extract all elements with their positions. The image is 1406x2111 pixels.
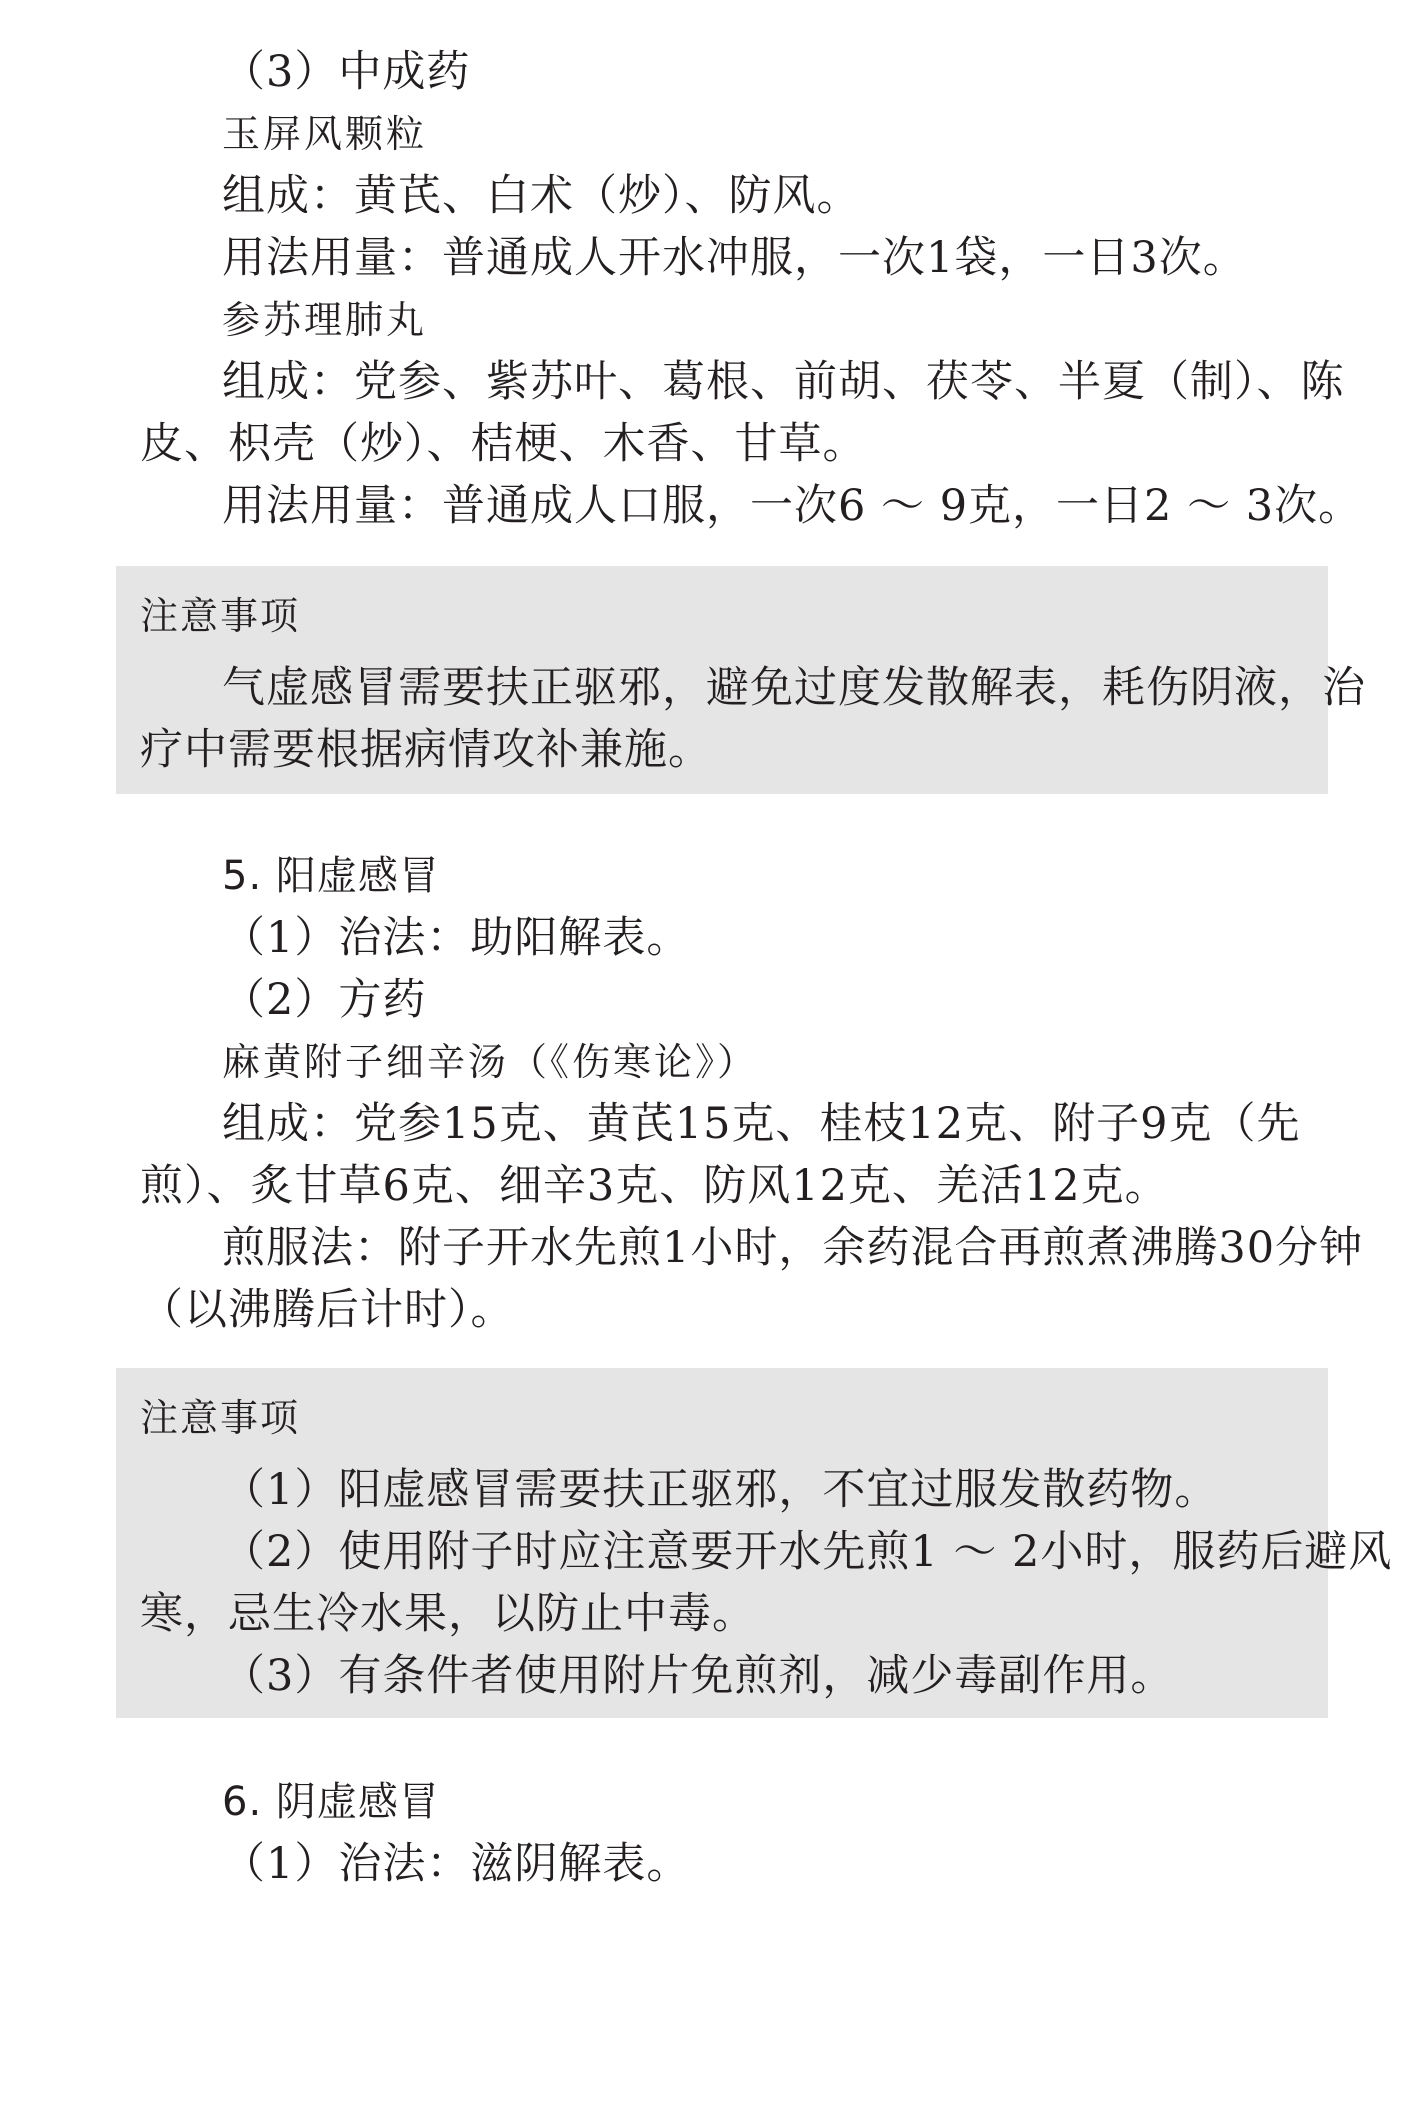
section-heading-yinxu: 6. 阴虚感冒 xyxy=(222,1779,440,1825)
notice-item-2-line2: 寒，忌生冷水果，以防止中毒。 xyxy=(140,1589,756,1639)
notice-item-2-line1: （2）使用附子时应注意要开水先煎1 ～ 2小时，服药后避风 xyxy=(222,1527,1393,1577)
drug-composition-shensu-line2: 皮、枳壳（炒）、桔梗、木香、甘草。 xyxy=(140,419,867,469)
drug-usage-shensu: 用法用量：普通成人口服，一次6 ～ 9克，一日2 ～ 3次。 xyxy=(222,481,1363,531)
decoction-method-line2: （以沸腾后计时）。 xyxy=(140,1285,515,1335)
notice-item-3: （3）有条件者使用附片免煎剂，减少毒副作用。 xyxy=(222,1651,1175,1701)
decoction-method-line1: 煎服法：附子开水先煎1小时，余药混合再煎煮沸腾30分钟 xyxy=(222,1223,1364,1273)
subsection-title-patent-medicine: （3）中成药 xyxy=(222,47,471,97)
notice-text-qixu-line1: 气虚感冒需要扶正驱邪，避免过度发散解表，耗伤阴液，治 xyxy=(222,663,1366,713)
drug-name-yupingfeng: 玉屏风颗粒 xyxy=(222,112,428,156)
drug-name-shensu: 参苏理肺丸 xyxy=(222,298,428,342)
section-heading-yangxu: 5. 阳虚感冒 xyxy=(222,853,440,899)
treatment-yinxu: （1）治法：滋阴解表。 xyxy=(222,1839,691,1889)
notice-text-qixu-line2: 疗中需要根据病情攻补兼施。 xyxy=(140,725,712,775)
drug-composition-yupingfeng: 组成：黄芪、白术（炒）、防风。 xyxy=(222,171,861,221)
notice-title-yangxu: 注意事项 xyxy=(140,1396,301,1440)
notice-title-qixu: 注意事项 xyxy=(140,594,301,638)
drug-usage-yupingfeng: 用法用量：普通成人开水冲服，一次1袋，一日3次。 xyxy=(222,233,1247,283)
drug-composition-shensu-line1: 组成：党参、紫苏叶、葛根、前胡、茯苓、半夏（制）、陈 xyxy=(222,357,1345,407)
treatment-yangxu: （1）治法：助阳解表。 xyxy=(222,913,691,963)
formula-composition-line1: 组成：党参15克、黄芪15克、桂枝12克、附子9克（先 xyxy=(222,1099,1301,1149)
formula-composition-line2: 煎）、炙甘草6克、细辛3克、防风12克、羌活12克。 xyxy=(140,1161,1169,1211)
formula-name-mahuang: 麻黄附子细辛汤（《伤寒论》） xyxy=(222,1040,759,1084)
prescription-title-yangxu: （2）方药 xyxy=(222,975,427,1025)
notice-item-1: （1）阳虚感冒需要扶正驱邪，不宜过服发散药物。 xyxy=(222,1465,1219,1515)
